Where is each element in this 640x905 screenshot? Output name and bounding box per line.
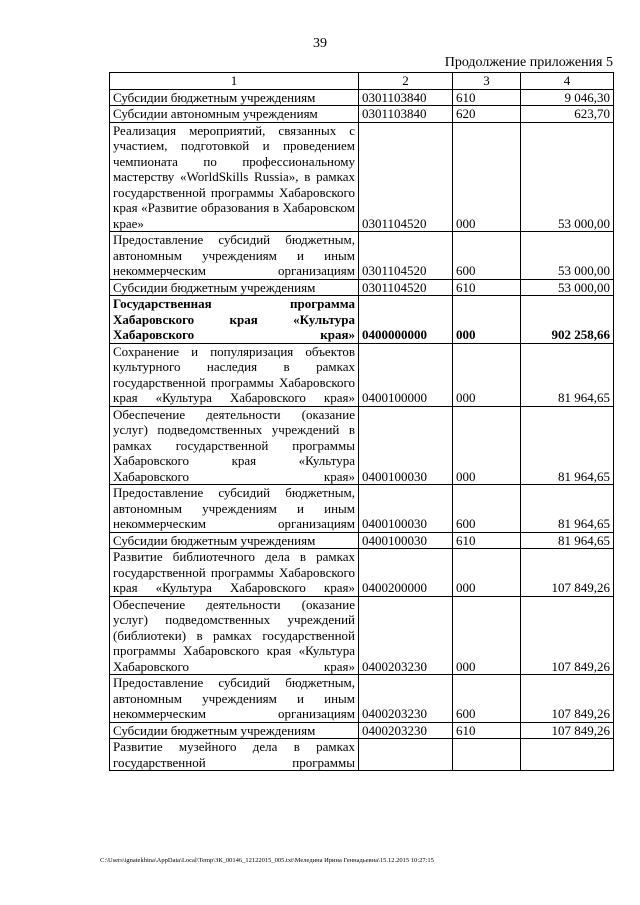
column-header-4: 4 [521, 73, 614, 90]
row-type-cell: 600 [453, 232, 521, 280]
table-row [110, 296, 614, 344]
row-code-cell: 0400100000 [359, 343, 453, 406]
row-type-cell: 000 [453, 296, 521, 344]
row-code-cell: 0400100030 [359, 485, 453, 533]
column-header-3: 3 [453, 73, 521, 90]
table-row [110, 739, 614, 771]
row-amount-cell: 81 964,65 [521, 532, 614, 549]
row-type-cell: 610 [453, 722, 521, 739]
row-type-cell: 000 [453, 596, 521, 675]
row-name-cell: Предоставление субсидий бюджетным, автономным учреждениям и иным некоммерческим организациям [110, 675, 359, 723]
row-name-cell: Субсидии бюджетным учреждениям [110, 722, 359, 739]
row-code-cell: 0301104520 [359, 122, 453, 232]
row-name-cell: Субсидии бюджетным учреждениям [110, 89, 359, 106]
row-amount-cell: 53 000,00 [521, 122, 614, 232]
row-amount-cell: 107 849,26 [521, 722, 614, 739]
row-name-cell: Субсидии бюджетным учреждениям [110, 532, 359, 549]
column-header-2: 2 [359, 73, 453, 90]
row-name-cell: Сохранение и популяризация объектов культурного наследия в рамках государственной программы Хабаровского края «Культура Хабаровского края» [110, 343, 359, 406]
file-path-footer: C:\Users\ignatekhina\AppData\Local\Temp\ЗК_00146_12122015_005.txt\Меледина Ирина Геннадьевна\15.12.2015 10:27:15 [100, 857, 434, 864]
table-row [110, 122, 614, 232]
row-name-cell: Субсидии автономным учреждениям [110, 106, 359, 123]
table-row [110, 532, 614, 549]
row-name-cell: Обеспечение деятельности (оказание услуг) подведомственных учреждений в рамках государственной программы Хабаровского края «Культура Хабаровского края» [110, 406, 359, 485]
row-type-cell: 610 [453, 279, 521, 296]
row-amount-cell: 53 000,00 [521, 232, 614, 280]
row-type-cell: 610 [453, 532, 521, 549]
row-code-cell: 0400203230 [359, 675, 453, 723]
row-amount-cell: 107 849,26 [521, 596, 614, 675]
row-amount-cell: 623,70 [521, 106, 614, 123]
row-amount-cell: 53 000,00 [521, 279, 614, 296]
row-code-cell: 0301103840 [359, 89, 453, 106]
row-type-cell: 620 [453, 106, 521, 123]
row-name-cell: Предоставление субсидий бюджетным, автономным учреждениям и иным некоммерческим организациям [110, 232, 359, 280]
table-row [110, 343, 614, 406]
row-type-cell [453, 739, 521, 771]
row-code-cell: 0400203230 [359, 596, 453, 675]
row-name-cell: Обеспечение деятельности (оказание услуг) подведомственных учреждений (библиотеки) в рамках государственной программы Хабаровского края «Культура Хабаровского края» [110, 596, 359, 675]
row-name-cell: Развитие музейного дела в рамках государственной программы [110, 739, 359, 771]
row-name-cell: Реализация мероприятий, связанных с участием, подготовкой и проведением чемпионата по профессиональному мастерству «WorldSkills Russia», в рамках государственной программы Хабаровского края «Развитие образования в Хабаровском крае» [110, 122, 359, 232]
table-row [110, 485, 614, 533]
row-type-cell: 000 [453, 549, 521, 597]
row-type-cell: 000 [453, 122, 521, 232]
row-code-cell: 0400203230 [359, 722, 453, 739]
table-row [110, 279, 614, 296]
table-row [110, 406, 614, 485]
row-amount-cell: 81 964,65 [521, 343, 614, 406]
row-amount-cell: 107 849,26 [521, 549, 614, 597]
row-code-cell: 0400100030 [359, 532, 453, 549]
page-number: 39 [313, 36, 327, 51]
table-row [110, 89, 614, 106]
row-code-cell: 0301104520 [359, 279, 453, 296]
table-row [110, 549, 614, 597]
row-code-cell: 0301104520 [359, 232, 453, 280]
row-name-cell: Субсидии бюджетным учреждениям [110, 279, 359, 296]
row-name-cell: Развитие библиотечного дела в рамках государственной программы Хабаровского края «Культура Хабаровского края» [110, 549, 359, 597]
row-amount-cell: 107 849,26 [521, 675, 614, 723]
table-row [110, 596, 614, 675]
header-row [110, 73, 614, 90]
row-type-cell: 600 [453, 485, 521, 533]
row-name-cell: Предоставление субсидий бюджетным, автономным учреждениям и иным некоммерческим организациям [110, 485, 359, 533]
table-row [110, 232, 614, 280]
column-header-1: 1 [110, 73, 359, 90]
row-amount-cell: 81 964,65 [521, 485, 614, 533]
row-amount-cell: 81 964,65 [521, 406, 614, 485]
row-type-cell: 000 [453, 406, 521, 485]
row-type-cell: 600 [453, 675, 521, 723]
row-code-cell: 0400100030 [359, 406, 453, 485]
row-code-cell: 0400200000 [359, 549, 453, 597]
row-amount-cell: 902 258,66 [521, 296, 614, 344]
row-amount-cell: 9 046,30 [521, 89, 614, 106]
table-row [110, 106, 614, 123]
budget-table [109, 72, 614, 771]
row-code-cell: 0301103840 [359, 106, 453, 123]
row-code-cell: 0400000000 [359, 296, 453, 344]
row-type-cell: 000 [453, 343, 521, 406]
row-code-cell [359, 739, 453, 771]
row-type-cell: 610 [453, 89, 521, 106]
table-row [110, 675, 614, 723]
table-row [110, 722, 614, 739]
continuation-label: Продолжение приложения 5 [444, 55, 613, 70]
row-amount-cell [521, 739, 614, 771]
row-name-cell: Государственная программа Хабаровского края «Культура Хабаровского края» [110, 296, 359, 344]
